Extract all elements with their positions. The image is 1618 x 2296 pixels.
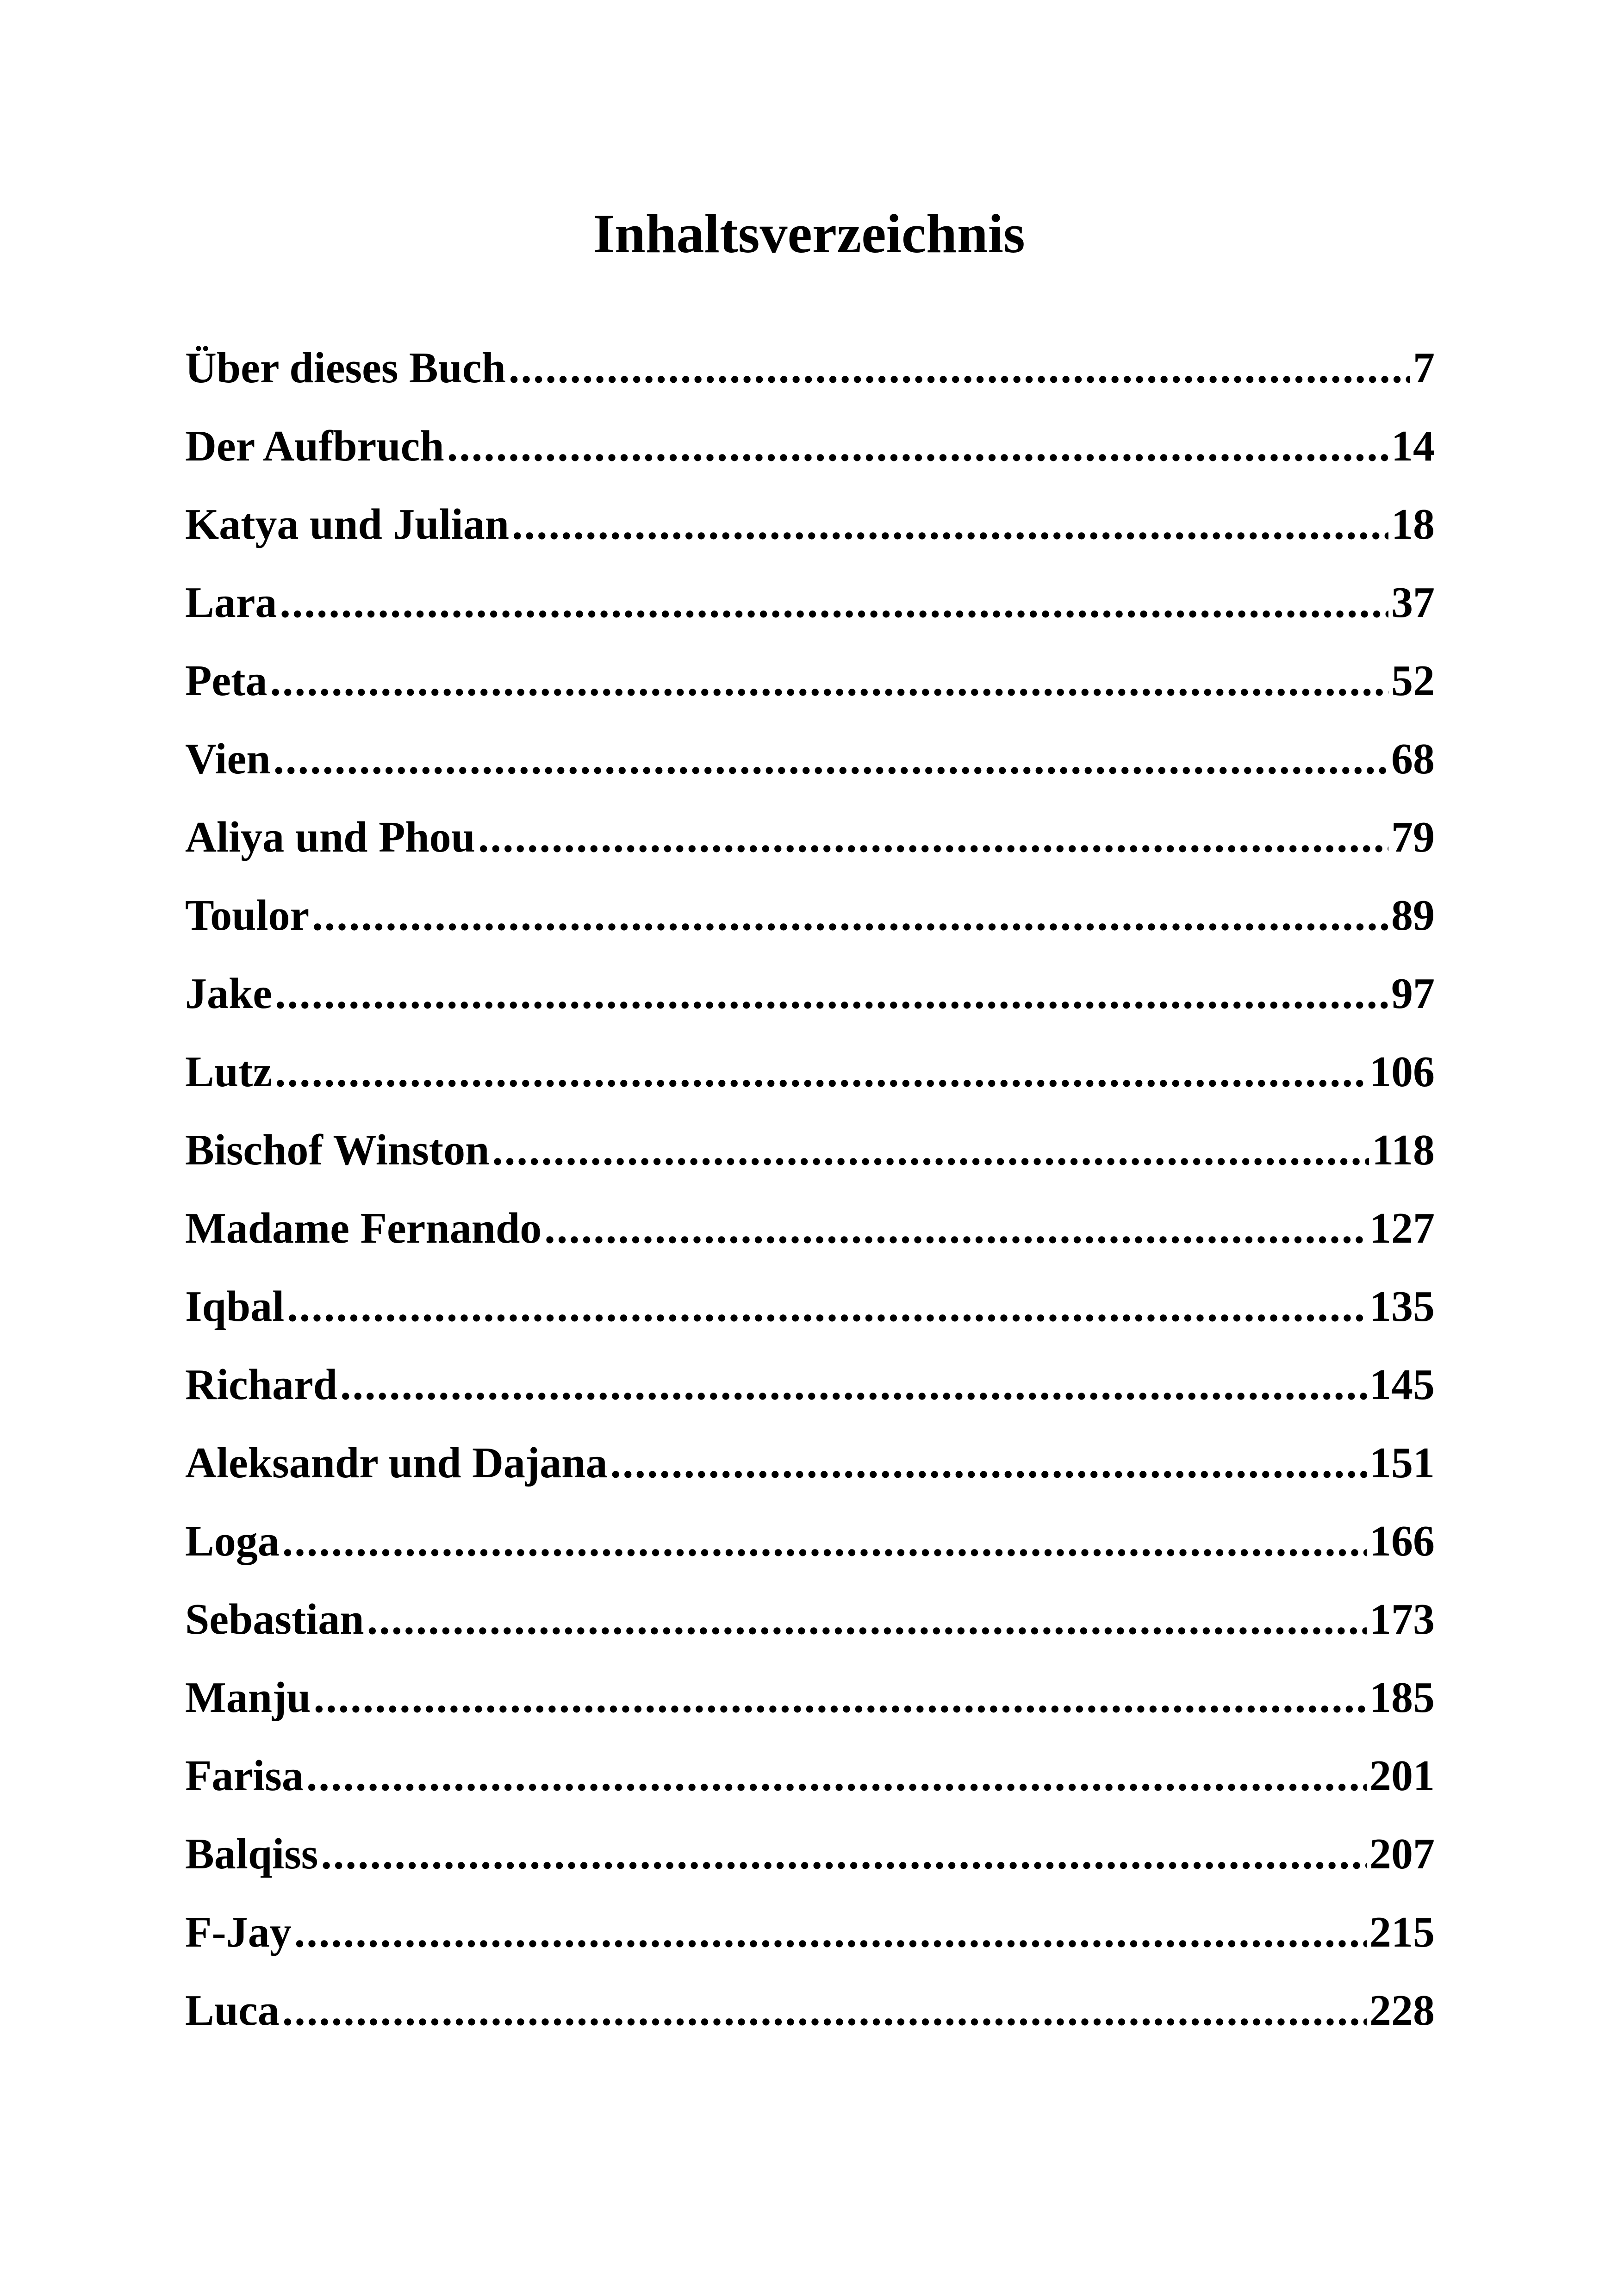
page-title: Inhaltsverzeichnis	[593, 203, 1025, 264]
toc-dot-leader	[610, 1433, 1367, 1493]
toc-entry-label: Richard	[185, 1361, 337, 1409]
toc-entry[interactable]	[185, 1824, 1435, 1902]
toc-entry-label: Jake	[185, 970, 272, 1018]
toc-entry-page-number: 151	[1369, 1439, 1435, 1487]
toc-entry-page-number: 89	[1391, 891, 1435, 940]
toc-entry-page-number: 7	[1413, 344, 1435, 392]
toc-entry-page-number: 173	[1369, 1595, 1435, 1643]
toc-entry-page-number: 215	[1369, 1908, 1435, 1956]
toc-entry-label: Madame Fernando	[185, 1204, 542, 1252]
toc-entry-label: Der Aufbruch	[185, 422, 444, 470]
toc-entry-label: Farisa	[185, 1752, 304, 1800]
toc-dot-leader	[270, 651, 1388, 711]
toc-entry-label: Sebastian	[185, 1595, 364, 1643]
toc-entry[interactable]	[185, 338, 1435, 416]
toc-dot-leader	[367, 1589, 1367, 1649]
toc-entry[interactable]	[185, 964, 1435, 1042]
toc-dot-leader	[340, 1355, 1367, 1415]
toc-dot-leader	[287, 1276, 1367, 1337]
toc-entry-label: Bischof Winston	[185, 1126, 490, 1174]
toc-dot-leader	[280, 572, 1388, 633]
toc-entry-page-number: 127	[1369, 1204, 1435, 1252]
toc-entry-page-number: 118	[1372, 1126, 1435, 1174]
toc-entry-label: Toulor	[185, 891, 310, 940]
toc-entry-label: Aliya und Phou	[185, 813, 475, 861]
toc-entry-page-number: 201	[1369, 1752, 1435, 1800]
toc-dot-leader	[294, 1902, 1367, 1962]
toc-dot-leader	[275, 964, 1388, 1024]
toc-entry[interactable]	[185, 1511, 1435, 1589]
toc-entry[interactable]	[185, 494, 1435, 572]
toc-entry-label: Über dieses Buch	[185, 344, 506, 392]
toc-dot-leader	[492, 1120, 1369, 1180]
toc-entry-label: Vien	[185, 735, 271, 783]
toc-entry-label: Balqiss	[185, 1830, 318, 1878]
toc-entry[interactable]	[185, 651, 1435, 729]
toc-entry[interactable]	[185, 885, 1435, 964]
toc-entry-label: Iqbal	[185, 1282, 285, 1331]
toc-entry-label: Lutz	[185, 1048, 272, 1096]
toc-entry-label: Lara	[185, 579, 277, 627]
toc-entry[interactable]	[185, 1120, 1435, 1198]
toc-dot-leader	[282, 1511, 1367, 1571]
toc-dot-leader	[478, 807, 1388, 867]
toc-entry-label: Manju	[185, 1674, 311, 1722]
toc-entry[interactable]	[185, 416, 1435, 494]
toc-entry-page-number: 68	[1391, 735, 1435, 783]
toc-entry-label: Loga	[185, 1517, 280, 1565]
toc-entry[interactable]	[185, 1902, 1435, 1980]
toc-entry-page-number: 135	[1369, 1282, 1435, 1331]
toc-entry-label: Katya und Julian	[185, 500, 510, 548]
toc-entry[interactable]	[185, 1433, 1435, 1511]
toc-entry[interactable]	[185, 1276, 1435, 1355]
toc-dot-leader	[321, 1824, 1367, 1884]
toc-entry[interactable]	[185, 1198, 1435, 1276]
toc-entry-page-number: 106	[1369, 1048, 1435, 1096]
toc-entry-page-number: 145	[1369, 1361, 1435, 1409]
toc-entry-page-number: 166	[1369, 1517, 1435, 1565]
toc-entry[interactable]	[185, 1355, 1435, 1433]
toc-entry-page-number: 14	[1391, 422, 1435, 470]
toc-entry[interactable]	[185, 1668, 1435, 1746]
toc-dot-leader	[314, 1668, 1367, 1728]
toc-entry-page-number: 52	[1391, 657, 1435, 705]
toc-entry[interactable]	[185, 807, 1435, 885]
toc-entry[interactable]	[185, 1042, 1435, 1120]
toc-entry-page-number: 79	[1391, 813, 1435, 861]
toc-entry-page-number: 207	[1369, 1830, 1435, 1878]
toc-dot-leader	[306, 1746, 1367, 1806]
toc-dot-leader	[512, 494, 1388, 554]
toc-dot-leader	[312, 885, 1388, 946]
toc-dot-leader	[274, 729, 1388, 789]
toc-entry[interactable]	[185, 1746, 1435, 1824]
toc-dot-leader	[447, 416, 1388, 476]
toc-dot-leader	[509, 338, 1410, 398]
toc-entry-label: F-Jay	[185, 1908, 292, 1956]
toc-entry-label: Peta	[185, 657, 268, 705]
toc-entry[interactable]	[185, 729, 1435, 807]
toc-entry-page-number: 228	[1369, 1986, 1435, 2035]
toc-entry[interactable]	[185, 1589, 1435, 1668]
toc-dot-leader	[544, 1198, 1367, 1258]
toc-entry-label: Aleksandr und Dajana	[185, 1439, 608, 1487]
toc-entry-page-number: 37	[1391, 579, 1435, 627]
toc-dot-leader	[282, 1980, 1367, 2041]
toc-entry-page-number: 18	[1391, 500, 1435, 548]
toc-dot-leader	[275, 1042, 1367, 1102]
toc-entry-label: Luca	[185, 1986, 280, 2035]
toc-entry-page-number: 97	[1391, 970, 1435, 1018]
toc-entry[interactable]	[185, 1980, 1435, 2059]
toc-entry[interactable]	[185, 572, 1435, 651]
toc-entry-page-number: 185	[1369, 1674, 1435, 1722]
toc-list	[185, 338, 1435, 2059]
